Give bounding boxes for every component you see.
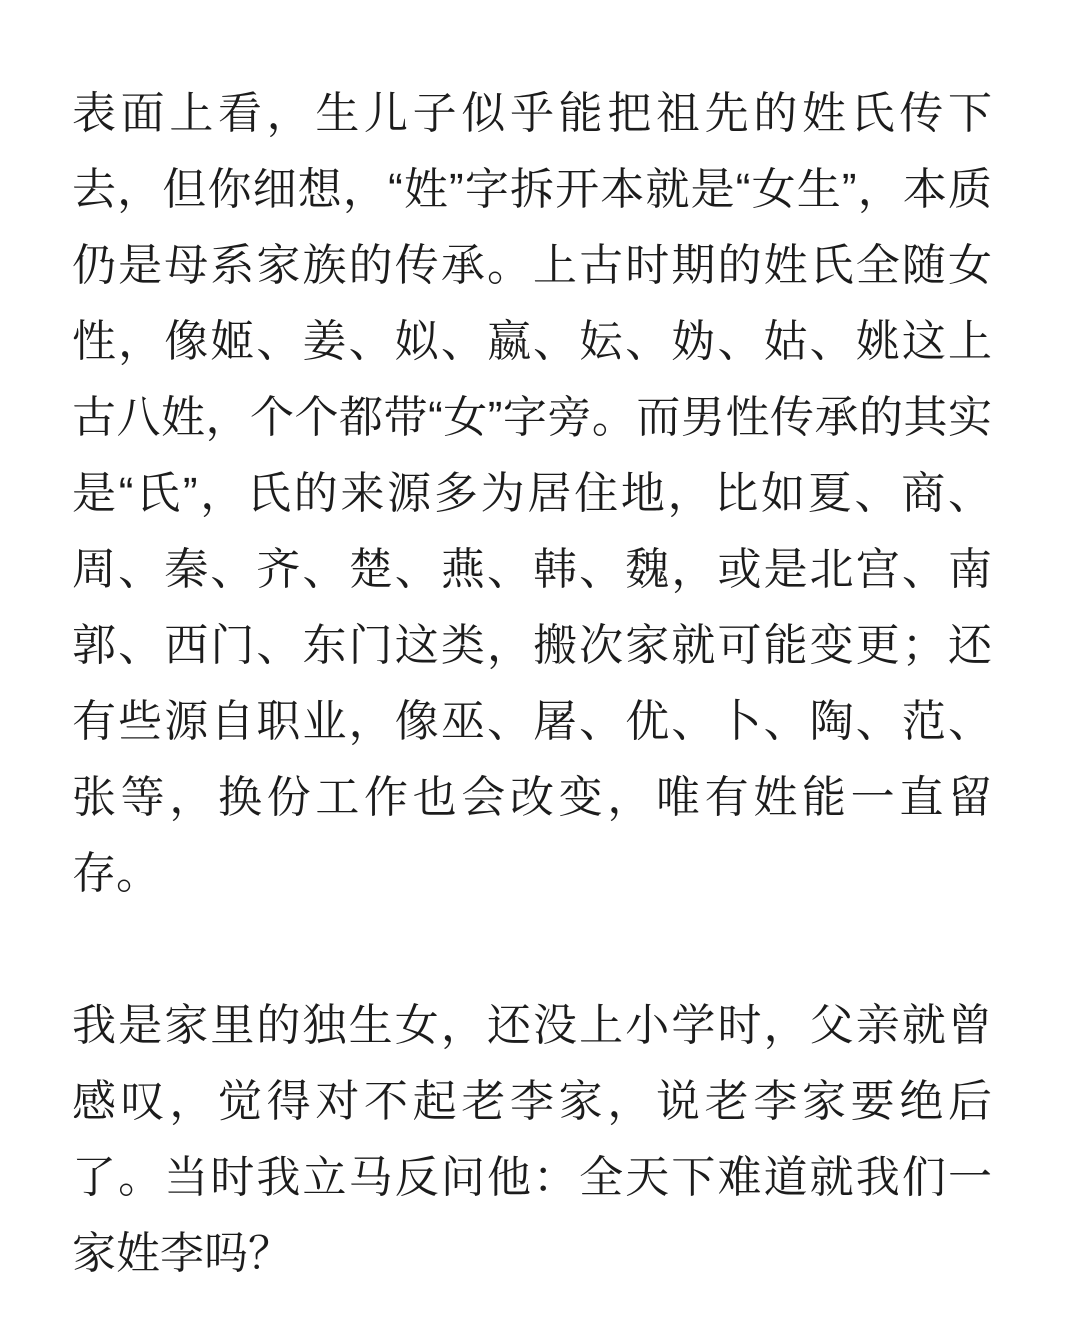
article-body bbox=[72, 76, 992, 1292]
paragraph-personal-story: 我是家里的独生女，还没上小学时，父亲就曾感叹，觉得对不起老李家，说老李家要绝后了。当时我立马反问他：全天下难道就我们一家姓李吗？ bbox=[72, 1001, 992, 1278]
paragraph-surname-history: 表面上看，生儿子似乎能把祖先的姓氏传下去，但你细想，“姓”字拆开本就是“女生”，本质仍是母系家族的传承。上古时期的姓氏全随女性，像姬、姜、姒、嬴、妘、妫、姑、姚这上古八姓，个个都带“女”字旁。而男性传承的其实是“氏”，氏的来源多为居住地，比如夏、商、周、秦、齐、楚、燕、韩、魏，或是北宫、南郭、西门、东门这类，搬次家就可能变更；还有些源自职业，像巫、屠、优、卜、陶、范、张等，换份工作也会改变，唯有姓能一直留存。 bbox=[72, 89, 992, 898]
